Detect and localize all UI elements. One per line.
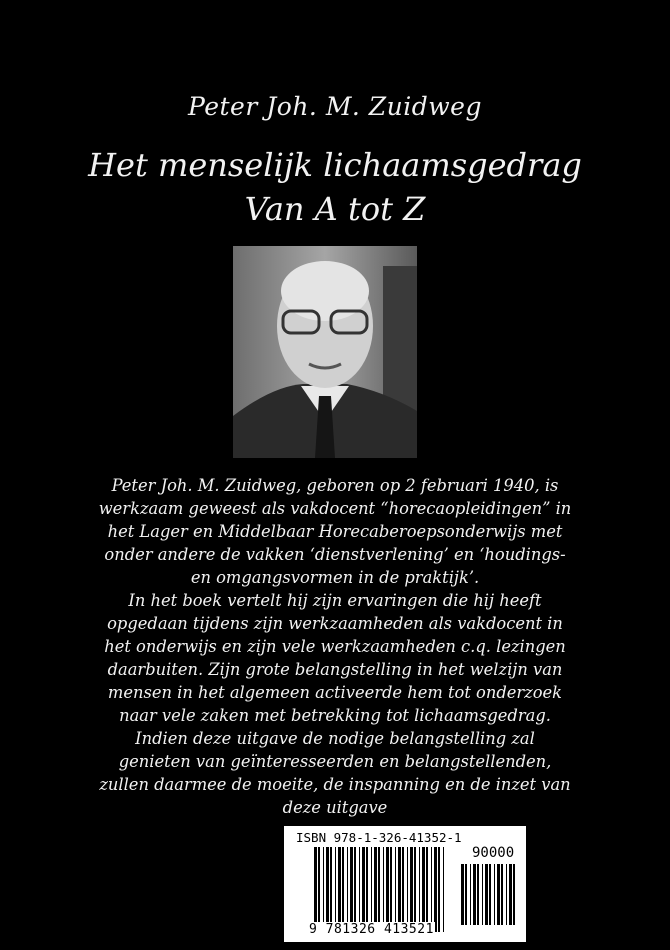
barcode-bar	[438, 847, 440, 932]
book-title-line-2: Van A tot Z	[244, 190, 426, 228]
barcode-bar	[330, 847, 332, 932]
author-name: Peter Joh. M. Zuidweg	[188, 92, 482, 121]
barcode-bar	[350, 847, 353, 932]
biography-line: daarbuiten. Zijn grote belangstelling in het welzijn van	[107, 660, 563, 679]
barcode-bar	[342, 847, 344, 932]
barcode-bar	[374, 847, 377, 932]
barcode-bar	[494, 864, 495, 925]
barcode-bar	[414, 847, 416, 932]
barcode-bar	[395, 847, 396, 932]
barcode-bar	[354, 847, 356, 932]
biography-line: zullen daarmee de moeite, de inspanning en de inzet van	[99, 775, 571, 794]
barcode-bar	[390, 847, 392, 932]
biography-line: Indien deze uitgave de nodige belangstelling zal	[135, 729, 535, 748]
barcode-bar	[501, 864, 503, 925]
barcode-bar	[489, 864, 491, 925]
barcode-bar	[359, 847, 360, 932]
barcode-addon-number: 90000	[472, 845, 515, 861]
barcode-bar	[470, 864, 471, 925]
book-title-line-1: Het menselijk lichaamsgedrag	[88, 146, 582, 184]
barcode-bar	[473, 864, 476, 925]
biography-line: In het boek vertelt hij zijn ervaringen die hij heeft	[128, 591, 542, 610]
barcode-bar	[426, 847, 428, 932]
barcode-bar	[443, 847, 444, 932]
biography-line: het Lager en Middelbaar Horecaberoepsonderwijs met	[107, 522, 563, 541]
barcode-bar	[407, 847, 408, 932]
author-biography	[50, 474, 620, 819]
barcode-bar	[422, 847, 425, 932]
barcode-bar	[509, 864, 512, 925]
biography-line: naar vele zaken met betrekking tot lichaamsgedrag.	[119, 706, 551, 725]
biography-line: mensen in het algemeen activeerde hem tot onderzoek	[107, 683, 563, 702]
biography-line: werkzaam geweest als vakdocent “horecaopleidingen” in	[98, 499, 572, 518]
barcode-bar	[477, 864, 479, 925]
isbn-label: ISBN 978-1-326-41352-1	[296, 830, 462, 845]
barcode-bar	[465, 864, 467, 925]
barcode-bar	[335, 847, 336, 932]
barcode-bar	[338, 847, 341, 932]
barcode-bar	[434, 847, 437, 932]
barcode-bar	[419, 847, 420, 932]
barcode-bar	[506, 864, 507, 925]
barcode-bar	[314, 847, 317, 932]
barcode-bar	[402, 847, 404, 932]
barcode-bar	[482, 864, 483, 925]
barcode-bar	[485, 864, 488, 925]
isbn-barcode	[284, 826, 526, 942]
biography-line: Peter Joh. M. Zuidweg, geboren op 2 februari 1940, is	[111, 476, 559, 495]
barcode-digits: 9 781326 413521	[309, 922, 434, 937]
barcode-bar	[431, 847, 432, 932]
barcode-bar	[326, 847, 329, 932]
biography-line: en omgangsvormen in de praktijk’.	[190, 568, 480, 587]
barcode-bar	[347, 847, 348, 932]
biography-line: deze uitgave	[282, 798, 388, 817]
barcode-bar	[410, 847, 413, 932]
barcode-bar	[497, 864, 500, 925]
barcode-bar	[362, 847, 365, 932]
biography-line: het onderwijs en zijn vele werkzaamheden c.q. lezingen	[104, 637, 566, 656]
barcode-bar	[366, 847, 368, 932]
barcode-bar	[378, 847, 380, 932]
barcode-bar	[323, 847, 324, 932]
barcode-bar	[371, 847, 372, 932]
barcode-bar	[383, 847, 384, 932]
barcode-bar	[398, 847, 401, 932]
barcode-bar	[318, 847, 320, 932]
biography-line: opgedaan tijdens zijn werkzaamheden als vakdocent in	[107, 614, 563, 633]
barcode-addon-bars	[461, 864, 515, 925]
barcode-bar	[513, 864, 515, 925]
author-photo	[233, 246, 417, 458]
barcode-bars	[314, 847, 446, 932]
barcode-bar	[461, 864, 464, 925]
biography-line: genieten van geïnteresseerden en belangstellenden,	[118, 752, 552, 771]
biography-line: onder andere de vakken ‘dienstverlening’ en ‘houdings-	[104, 545, 566, 564]
barcode-bar	[386, 847, 389, 932]
